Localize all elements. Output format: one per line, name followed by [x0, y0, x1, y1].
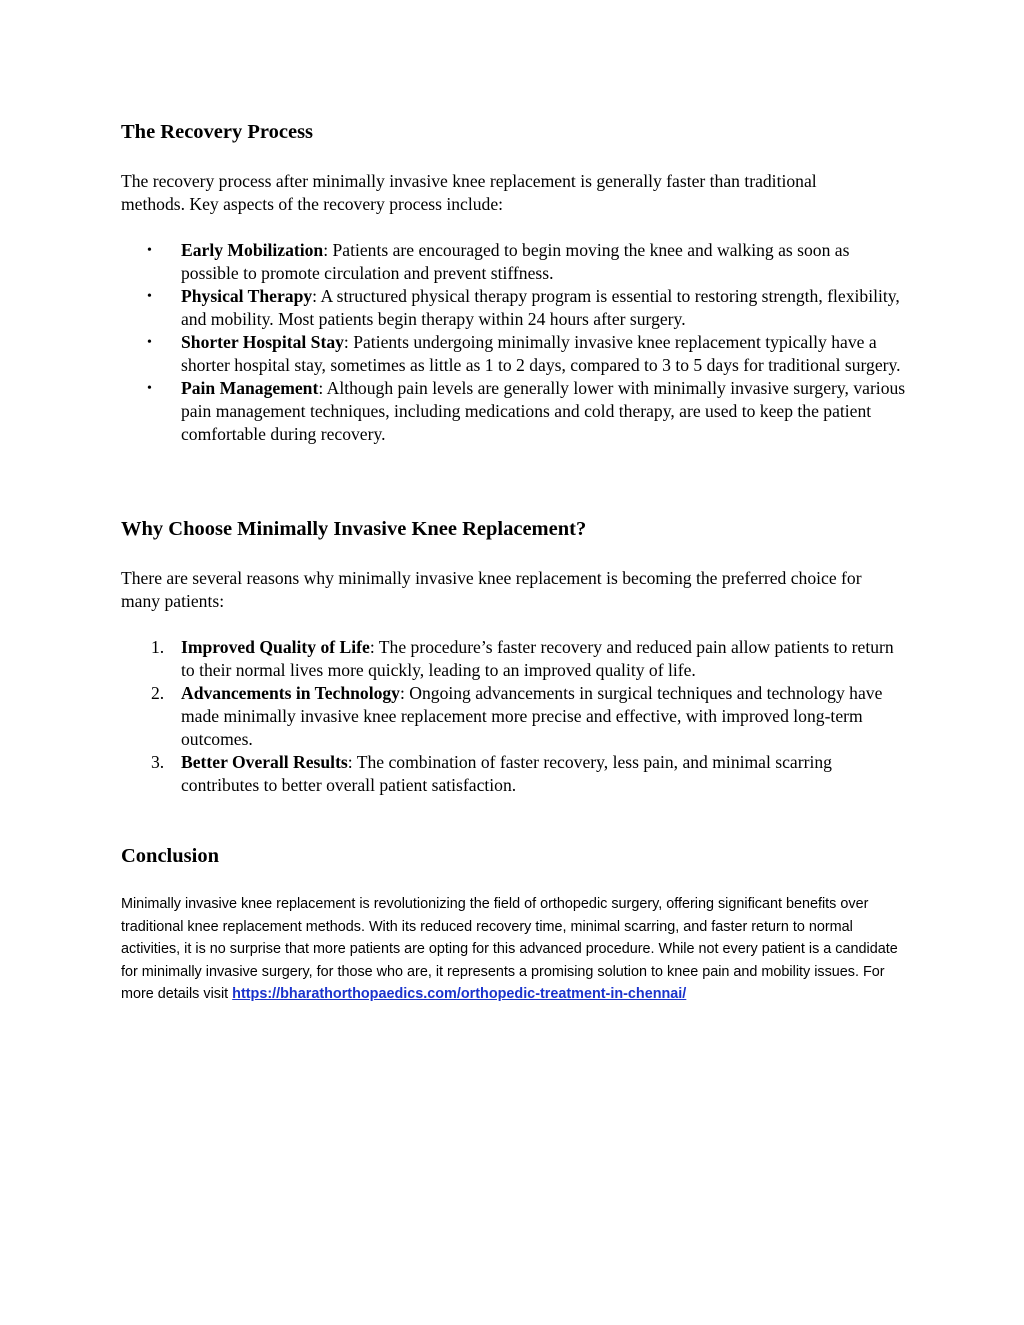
item-text: : The combination of faster recovery, less pain, and minimal scarring contributes to better overall patient satisfaction. — [181, 752, 832, 795]
bullet-icon: • — [147, 381, 152, 396]
item-number: 1. — [151, 637, 165, 657]
recovery-intro: The recovery process after minimally invasive knee replacement is generally faster than traditional methods. Key aspects of the recovery process include: — [121, 171, 817, 214]
conclusion-text-block — [121, 893, 911, 1006]
why-intro: There are several reasons why minimally invasive knee replacement is becoming the preferred choice for many patients: — [121, 568, 862, 611]
list-item — [121, 239, 911, 285]
list-item — [121, 636, 911, 682]
more-details-link[interactable]: https://bharathorthopaedics.com/orthopedic-treatment-in-chennai/ — [232, 986, 687, 1002]
item-title: Early Mobilization — [181, 240, 324, 260]
item-number: 3. — [151, 752, 165, 772]
conclusion-text: Minimally invasive knee replacement is revolutionizing the field of orthopedic surgery, offering significant benefits over traditional knee replacement methods. With its reduced recovery time, minimal scarring, and faster return to normal activities, it is no surprise that more patients are opting for this advanced procedure. While not every patient is a candidate for minimally invasive surgery, for those who are, it represents a promising solution to knee pain and mobility issues. For more details visit — [121, 896, 898, 1002]
why-heading: Why Choose Minimally Invasive Knee Replacement? — [121, 518, 587, 540]
list-item — [121, 377, 911, 446]
list-item — [121, 285, 911, 331]
why-list — [121, 636, 911, 797]
list-item — [121, 682, 911, 751]
list-item — [121, 751, 911, 797]
item-text: : Although pain levels are generally lower with minimally invasive surgery, various pain management techniques, including medications and cold therapy, are used to keep the patient comfortable during recovery. — [181, 378, 906, 444]
bullet-icon: • — [147, 243, 152, 258]
item-title: Better Overall Results — [181, 752, 348, 772]
item-text: : The procedure’s faster recovery and reduced pain allow patients to return to their normal lives more quickly, leading to an improved quality of life. — [181, 637, 894, 680]
item-number: 2. — [151, 683, 165, 703]
recovery-heading: The Recovery Process — [121, 121, 314, 143]
conclusion-heading: Conclusion — [121, 845, 219, 867]
item-text: : Ongoing advancements in surgical techniques and technology have made minimally invasive knee replacement more precise and effective, with improved long-term outcomes. — [181, 683, 883, 749]
recovery-list — [121, 239, 911, 446]
item-text: : Patients undergoing minimally invasive knee replacement typically have a shorter hospital stay, sometimes as little as 1 to 2 days, compared to 3 to 5 days for traditional surgery. — [181, 332, 901, 375]
bullet-icon: • — [147, 335, 152, 350]
bullet-icon: • — [147, 289, 152, 304]
item-title: Advancements in Technology — [181, 683, 400, 703]
item-title: Shorter Hospital Stay — [181, 332, 344, 352]
item-title: Improved Quality of Life — [181, 637, 370, 657]
item-title: Physical Therapy — [181, 286, 313, 306]
item-text: : Patients are encouraged to begin moving the knee and walking as soon as possible to promote circulation and prevent stiffness. — [181, 240, 850, 283]
list-item — [121, 331, 911, 377]
item-title: Pain Management — [181, 378, 319, 398]
item-text: : A structured physical therapy program is essential to restoring strength, flexibility, and mobility. Most patients begin therapy within 24 hours after surgery. — [181, 286, 900, 329]
